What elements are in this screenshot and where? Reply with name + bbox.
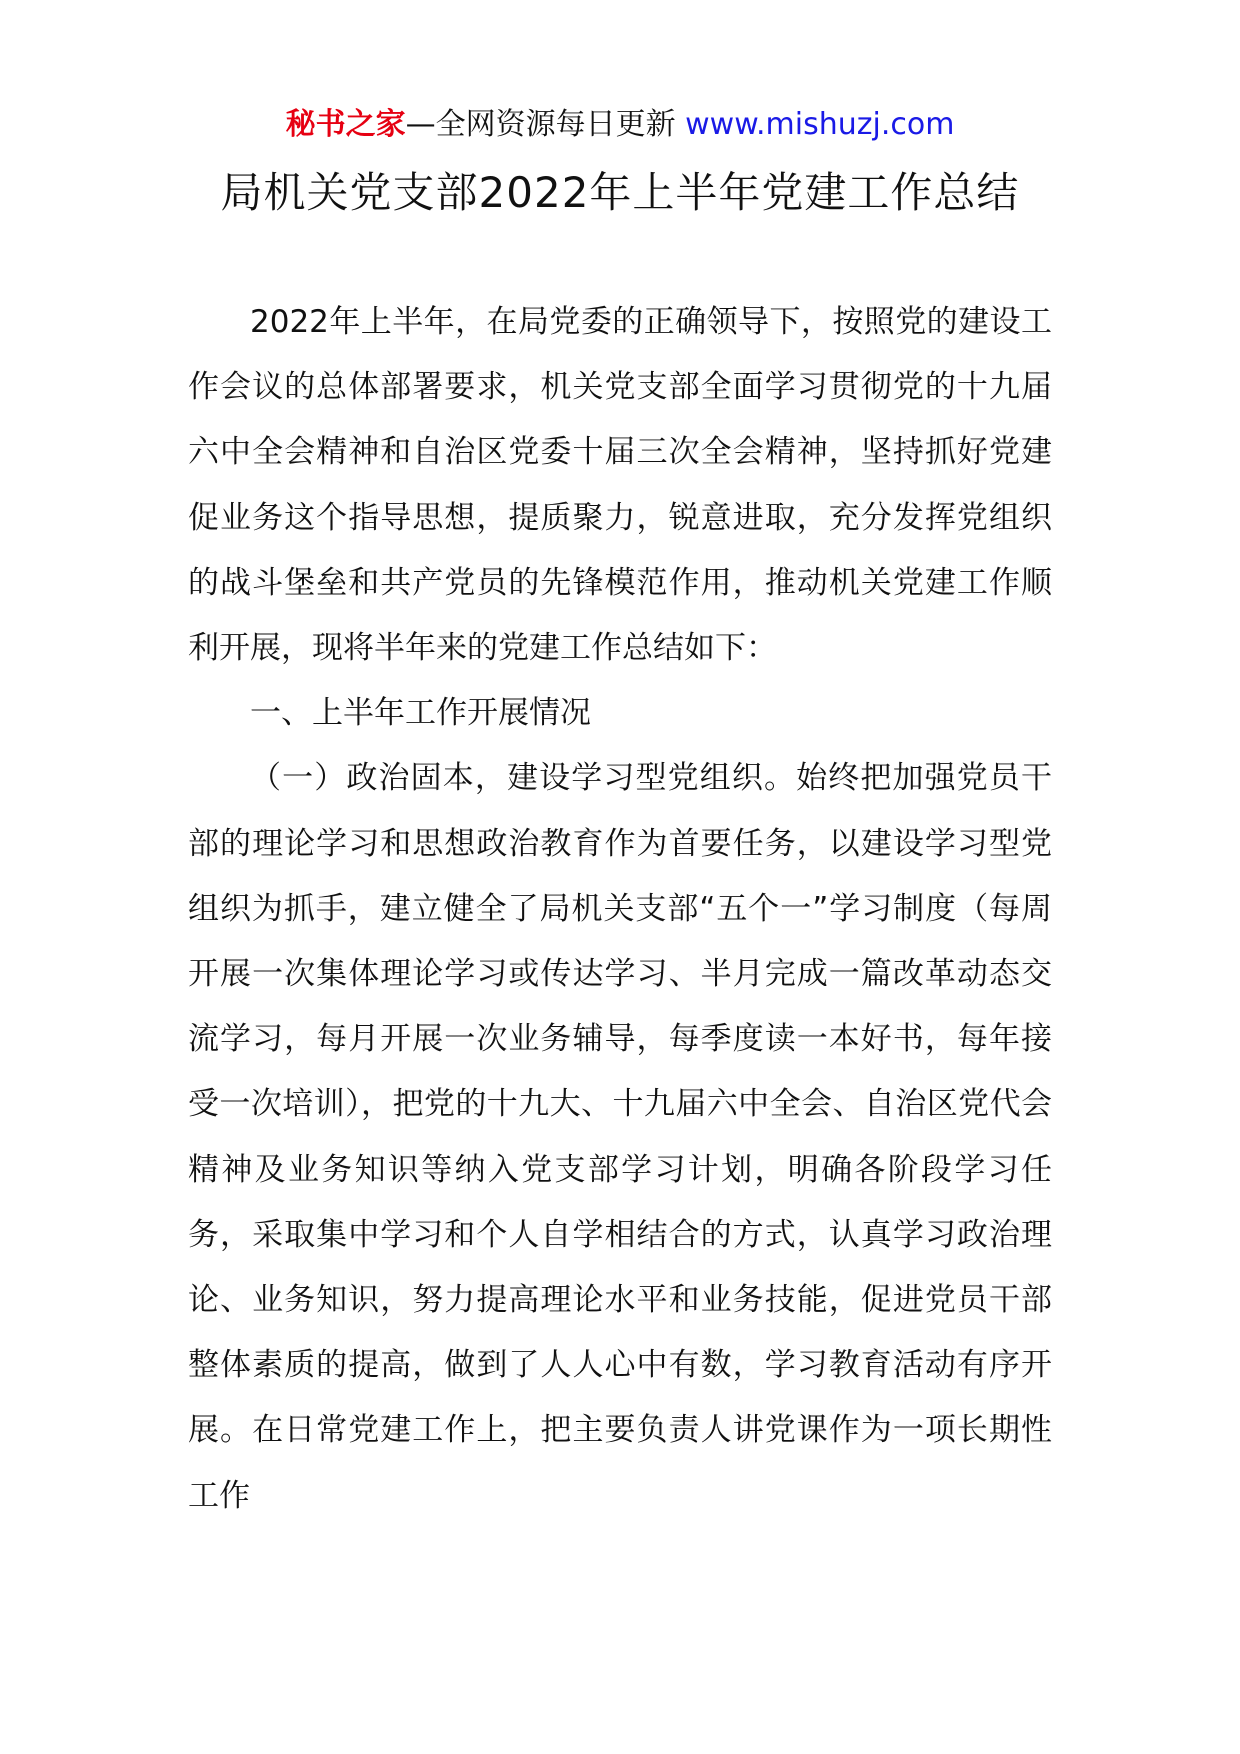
section-heading: 一、上半年工作开展情况 bbox=[250, 695, 591, 732]
banner-url-link[interactable]: www.mishuzj.com bbox=[685, 107, 955, 142]
section-paragraph: （一）政治固本，建设学习型党组织。始终把加强党员干部的理论学习和思想政治教育作为首要任务，以建设学习型党组织为抓手，建立健全了局机关支部“五个一”学习制度（每周开展一次集体理论学习或传达学习、半月完成一篇改革动态交流学习，每月开展一次业务辅导，每季度读一本好书，每年接受一次培训），把党的十九大、十九届六中全会、自治区党代会精神及业务知识等纳入党支部学习计划，明确各阶段学习任务，采取集中学习和个人自学相结合的方式，认真学习政治理论、业务知识，努力提高理论水平和业务技能，促进党员干部整体素质的提高，做到了人人心中有数，学习教育活动有序开展。在日常党建工作上，把主要负责人讲党课作为一项长期性工作 bbox=[188, 760, 1052, 1514]
site-banner bbox=[0, 100, 1240, 150]
document-title: 局机关党支部2022年上半年党建工作总结 bbox=[220, 168, 1020, 217]
banner-brand: 秘书之家 bbox=[285, 107, 406, 142]
intro-paragraph: 2022年上半年，在局党委的正确领导下，按照党的建设工作会议的总体部署要求，机关党支部全面学习贯彻党的十九届六中全会精神和自治区党委十届三次全会精神，坚持抓好党建促业务这个指导思想，提质聚力，锐意进取，充分发挥党组织的战斗堡垒和共产党员的先锋模范作用，推动机关党建工作顺利开展，现将半年来的党建工作总结如下： bbox=[188, 304, 1052, 667]
banner-slogan: —全网资源每日更新 bbox=[405, 107, 676, 142]
document-body bbox=[188, 290, 1052, 1529]
